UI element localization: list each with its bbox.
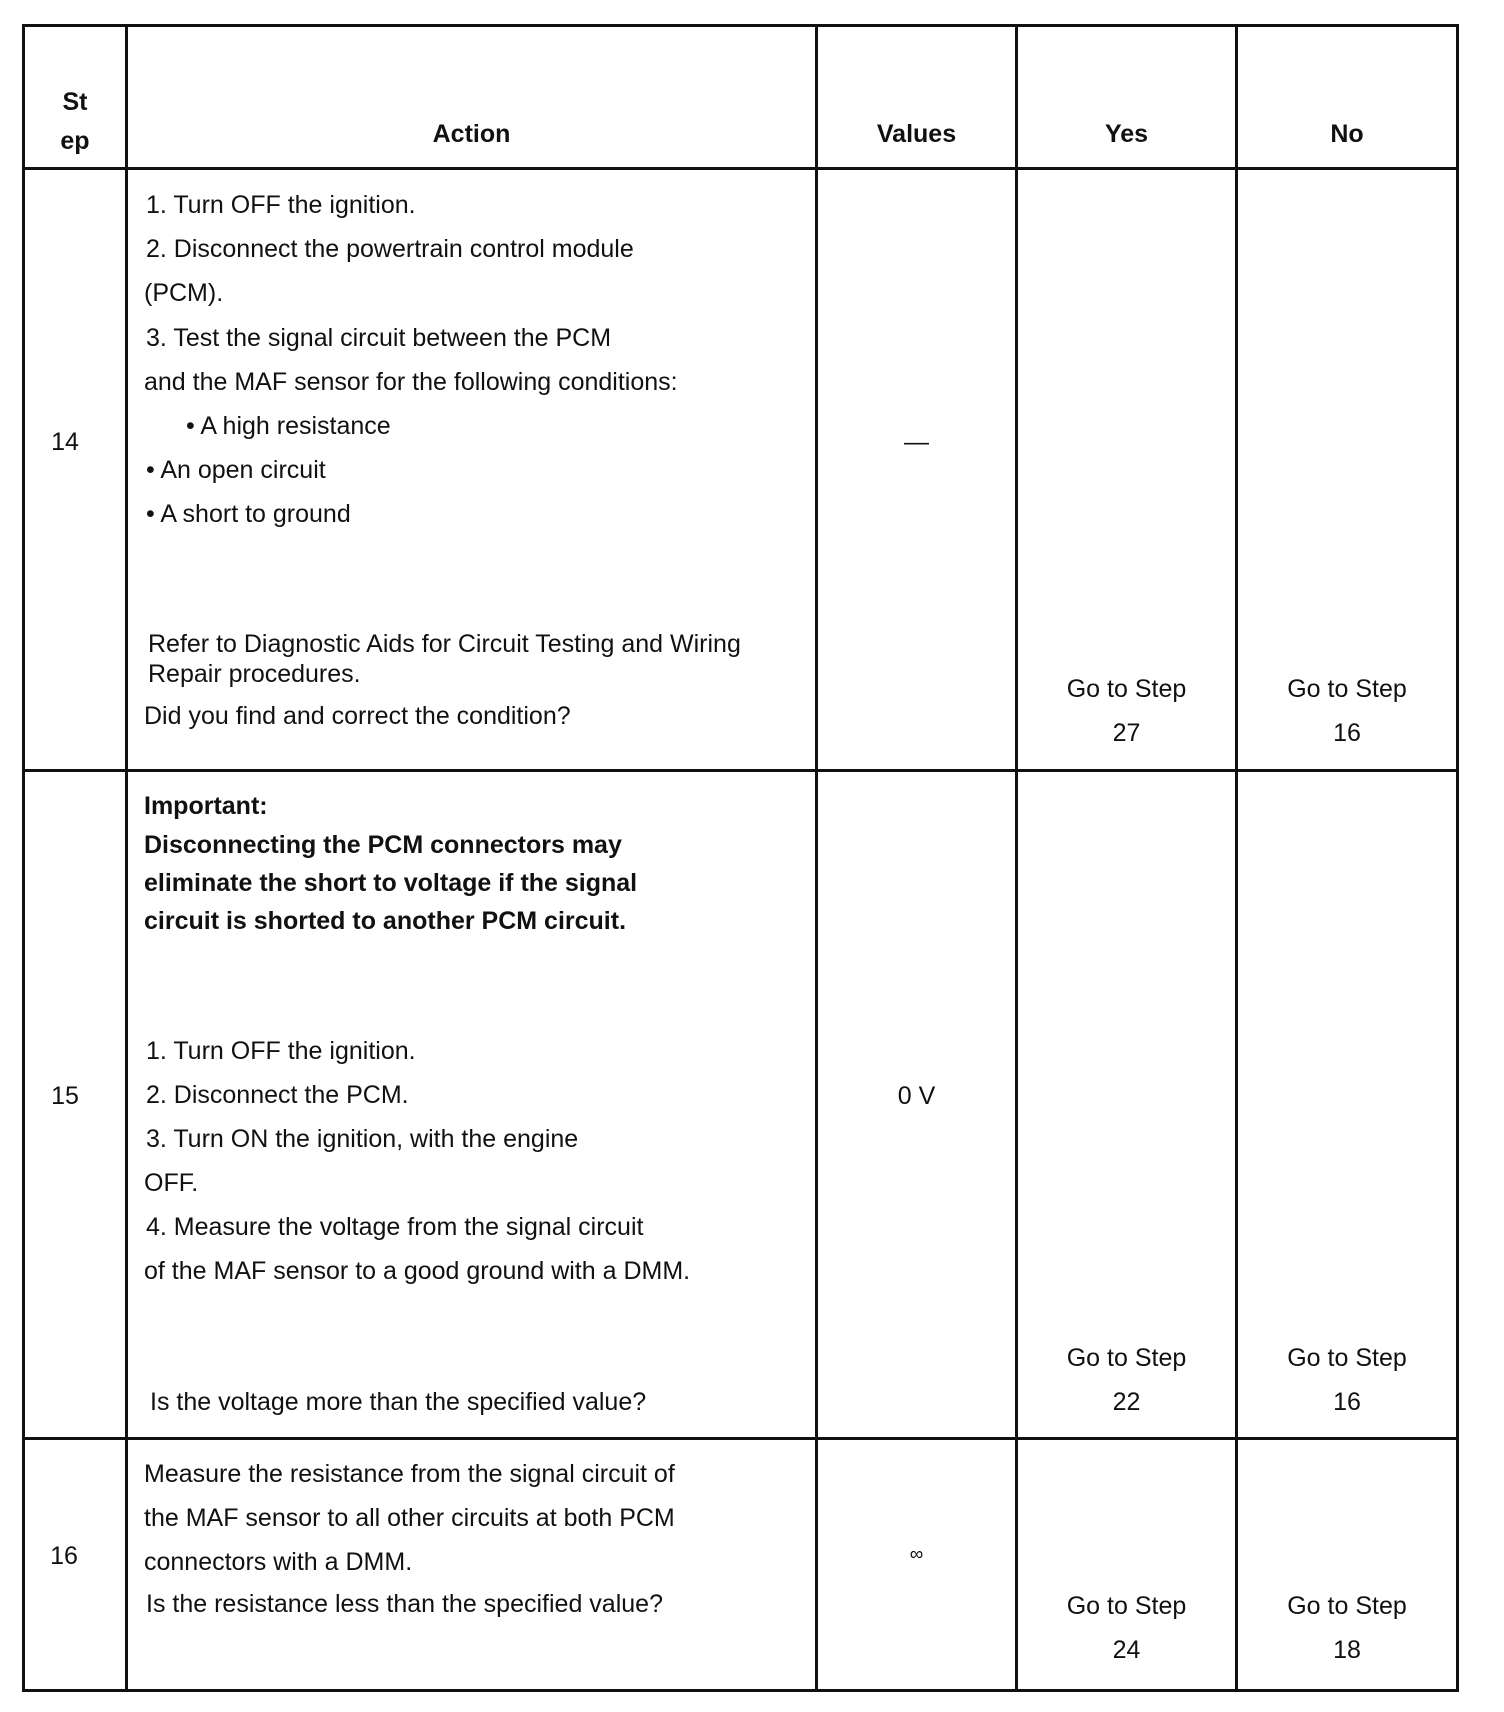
value-cell [817,1439,1017,1691]
header-no-label: No [1330,120,1364,148]
action-question: Is the voltage more than the specified value? [150,1388,647,1416]
action-line: 1. Turn OFF the ignition. [146,191,416,219]
no-goto-step: 16 [1333,1388,1361,1416]
action-line: OFF. [144,1169,199,1197]
action-cell [127,1439,817,1691]
table-row-step-16 [24,1439,1458,1691]
no-goto-label: Go to Step [1287,1344,1407,1372]
header-action [127,26,817,169]
diagnostic-table [22,24,1459,1692]
action-line: Measure the resistance from the signal circuit of [144,1460,675,1488]
header-values [817,26,1017,169]
value-text: — [904,428,929,456]
no-cell [1237,1439,1458,1691]
action-bullet: • A short to ground [146,500,351,528]
value-infinity: ∞ [909,1544,924,1565]
action-bullet: • A high resistance [186,412,391,440]
action-line: 3. Test the signal circuit between the PCM [146,324,612,352]
important-line: circuit is shorted to another PCM circuit. [144,907,627,935]
action-line: and the MAF sensor for the following conditions: [144,368,678,396]
important-line: Disconnecting the PCM connectors may [144,831,622,859]
step-cell [24,771,127,1439]
action-line: 2. Disconnect the powertrain control module [146,235,634,263]
action-question: Did you find and correct the condition? [144,702,571,730]
action-line: (PCM). [144,279,224,307]
no-goto-step: 16 [1333,719,1361,747]
step-number: 15 [51,1082,79,1110]
header-no [1237,26,1458,169]
step-number: 16 [50,1542,78,1570]
table-row-step-14 [24,169,1458,771]
step-cell [24,1439,127,1691]
value-cell [817,169,1017,771]
header-step-line2: ep [60,127,90,155]
value-cell [817,771,1017,1439]
important-title: Important: [144,792,268,820]
action-line: connectors with a DMM. [144,1548,413,1576]
no-goto-label: Go to Step [1287,675,1407,703]
header-step-line1: St [62,88,88,116]
header-action-label: Action [432,120,511,148]
header-values-label: Values [876,120,957,148]
step-cell [24,169,127,771]
action-line: 1. Turn OFF the ignition. [146,1037,416,1065]
yes-goto-step: 22 [1112,1388,1141,1416]
important-line: eliminate the short to voltage if the signal [144,869,638,897]
table-row-step-15 [24,771,1458,1439]
header-row [24,26,1458,169]
action-bullet: • An open circuit [146,456,326,484]
action-line: 2. Disconnect the PCM. [146,1081,409,1109]
no-cell [1237,771,1458,1439]
yes-cell [1017,1439,1237,1691]
no-goto-label: Go to Step [1287,1592,1407,1620]
yes-cell [1017,169,1237,771]
value-text: 0 V [897,1082,936,1110]
yes-goto-label: Go to Step [1066,675,1187,703]
action-line: 3. Turn ON the ignition, with the engine [146,1125,579,1153]
yes-goto-label: Go to Step [1066,1592,1187,1620]
no-cell [1237,169,1458,771]
step-number: 14 [51,428,79,456]
yes-cell [1017,771,1237,1439]
yes-goto-step: 27 [1112,719,1141,747]
yes-goto-label: Go to Step [1066,1344,1187,1372]
action-line: Repair procedures. [148,660,361,688]
action-line: 4. Measure the voltage from the signal circuit [146,1213,644,1241]
header-yes [1017,26,1237,169]
header-step [24,26,127,169]
action-cell [127,771,817,1439]
action-line: of the MAF sensor to a good ground with a DMM. [144,1257,691,1285]
action-line: Refer to Diagnostic Aids for Circuit Testing and Wiring [148,630,741,658]
action-line: the MAF sensor to all other circuits at both PCM [144,1504,675,1532]
action-cell [127,169,817,771]
no-goto-step: 18 [1333,1636,1361,1664]
action-question: Is the resistance less than the specified value? [146,1590,663,1618]
yes-goto-step: 24 [1112,1636,1141,1664]
header-yes-label: Yes [1104,120,1149,148]
